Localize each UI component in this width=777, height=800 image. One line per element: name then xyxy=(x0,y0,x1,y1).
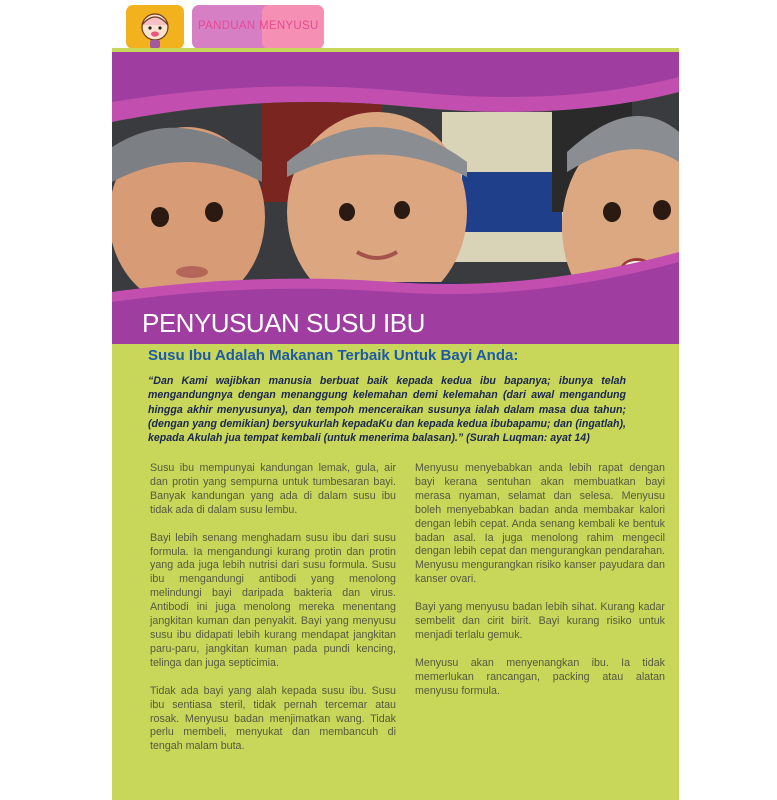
left-column xyxy=(150,462,396,768)
paragraph: Bayi lebih senang menghadam susu ibu dari susu formula. Ia mengandungi kurang protin dan protin yang ada juga lebih nutrisi dari susu formula. Susu ibu mengandungi antibodi yang menolong melindungi bayi daripada bakteria dan virus. Antibodi ini juga menolong mereka menentang jangkitan kuman dan penyakit. Bayi yang menyusu susu ibu didapati lebih kurang mendapat jangkitan paru-paru, jangkitan kuman pada pundi kencing, telinga dan juga septicimia. xyxy=(150,531,396,669)
baby-logo-tab[interactable] xyxy=(126,5,184,49)
tab-bar xyxy=(112,0,679,54)
right-column xyxy=(415,462,665,713)
paragraph: Tidak ada bayi yang alah kepada susu ibu. Susu ibu sentiasa steril, tidak pernah tercemar atau rosak. Menyusu badan menjimatkan wang. Tidak perlu membeli, menyukat dan membancuh di tengah malam buta. xyxy=(150,684,396,753)
magazine-page xyxy=(112,0,679,800)
header-photo-banner xyxy=(112,52,679,352)
paragraph: Menyusu menyebabkan anda lebih rapat dengan bayi kerana sentuhan akan membuatkan bayi merasa nyaman, selamat dan selesa. Menyusu boleh menyebabkan badan anda membakar kalori dengan lebih cepat. Anda senang kembali ke bentuk badan asal. Ia juga menolong rahim mengecil dengan lebih cepat dan mengurangkan pendarahan. Menyusu mengurangkan risiko kanser payudara dan kanser ovari. xyxy=(415,462,665,586)
paragraph: Menyusu akan menyenangkan ibu. Ia tidak memerlukan rancangan, packing atau alatan menyusu formula. xyxy=(415,656,665,697)
baby-face-icon xyxy=(126,5,184,49)
paragraph: Susu ibu mempunyai kandungan lemak, gula, air dan protin yang sempurna untuk tumbesaran bayi. Banyak kandungan yang ada di dalam susu ibu tidak ada di dalam susu lembu. xyxy=(150,462,396,516)
quran-quote: “Dan Kami wajibkan manusia berbuat baik kepada kedua ibu bapanya; ibunya telah mengandungnya dengan menanggung kelemahan demi kelemahan (dari awal mengandung hingga akhir menyusunya), dan tempoh menceraikan susunya ialah dalam masa dua tahun; (dengan yang demikian) bersyukurlah kepadaKu dan kepada kedua ibubapamu; dan (ingatlah), kepada Akulah jua tempat kembali (untuk menerima balasan).” (Surah Luqman: ayat 14) xyxy=(148,375,626,445)
tab-panduan-menyusu-label: PANDUAN MENYUSU xyxy=(198,20,319,32)
page-title: PENYUSUAN SUSU IBU xyxy=(142,308,425,338)
article-subheading: Susu Ibu Adalah Makanan Terbaik Untuk Bayi Anda: xyxy=(148,347,519,364)
paragraph: Bayi yang menyusu badan lebih sihat. Kurang kadar sembelit dan cirit birit. Bayi kurang risiko untuk menjadi terlalu gemuk. xyxy=(415,601,665,641)
